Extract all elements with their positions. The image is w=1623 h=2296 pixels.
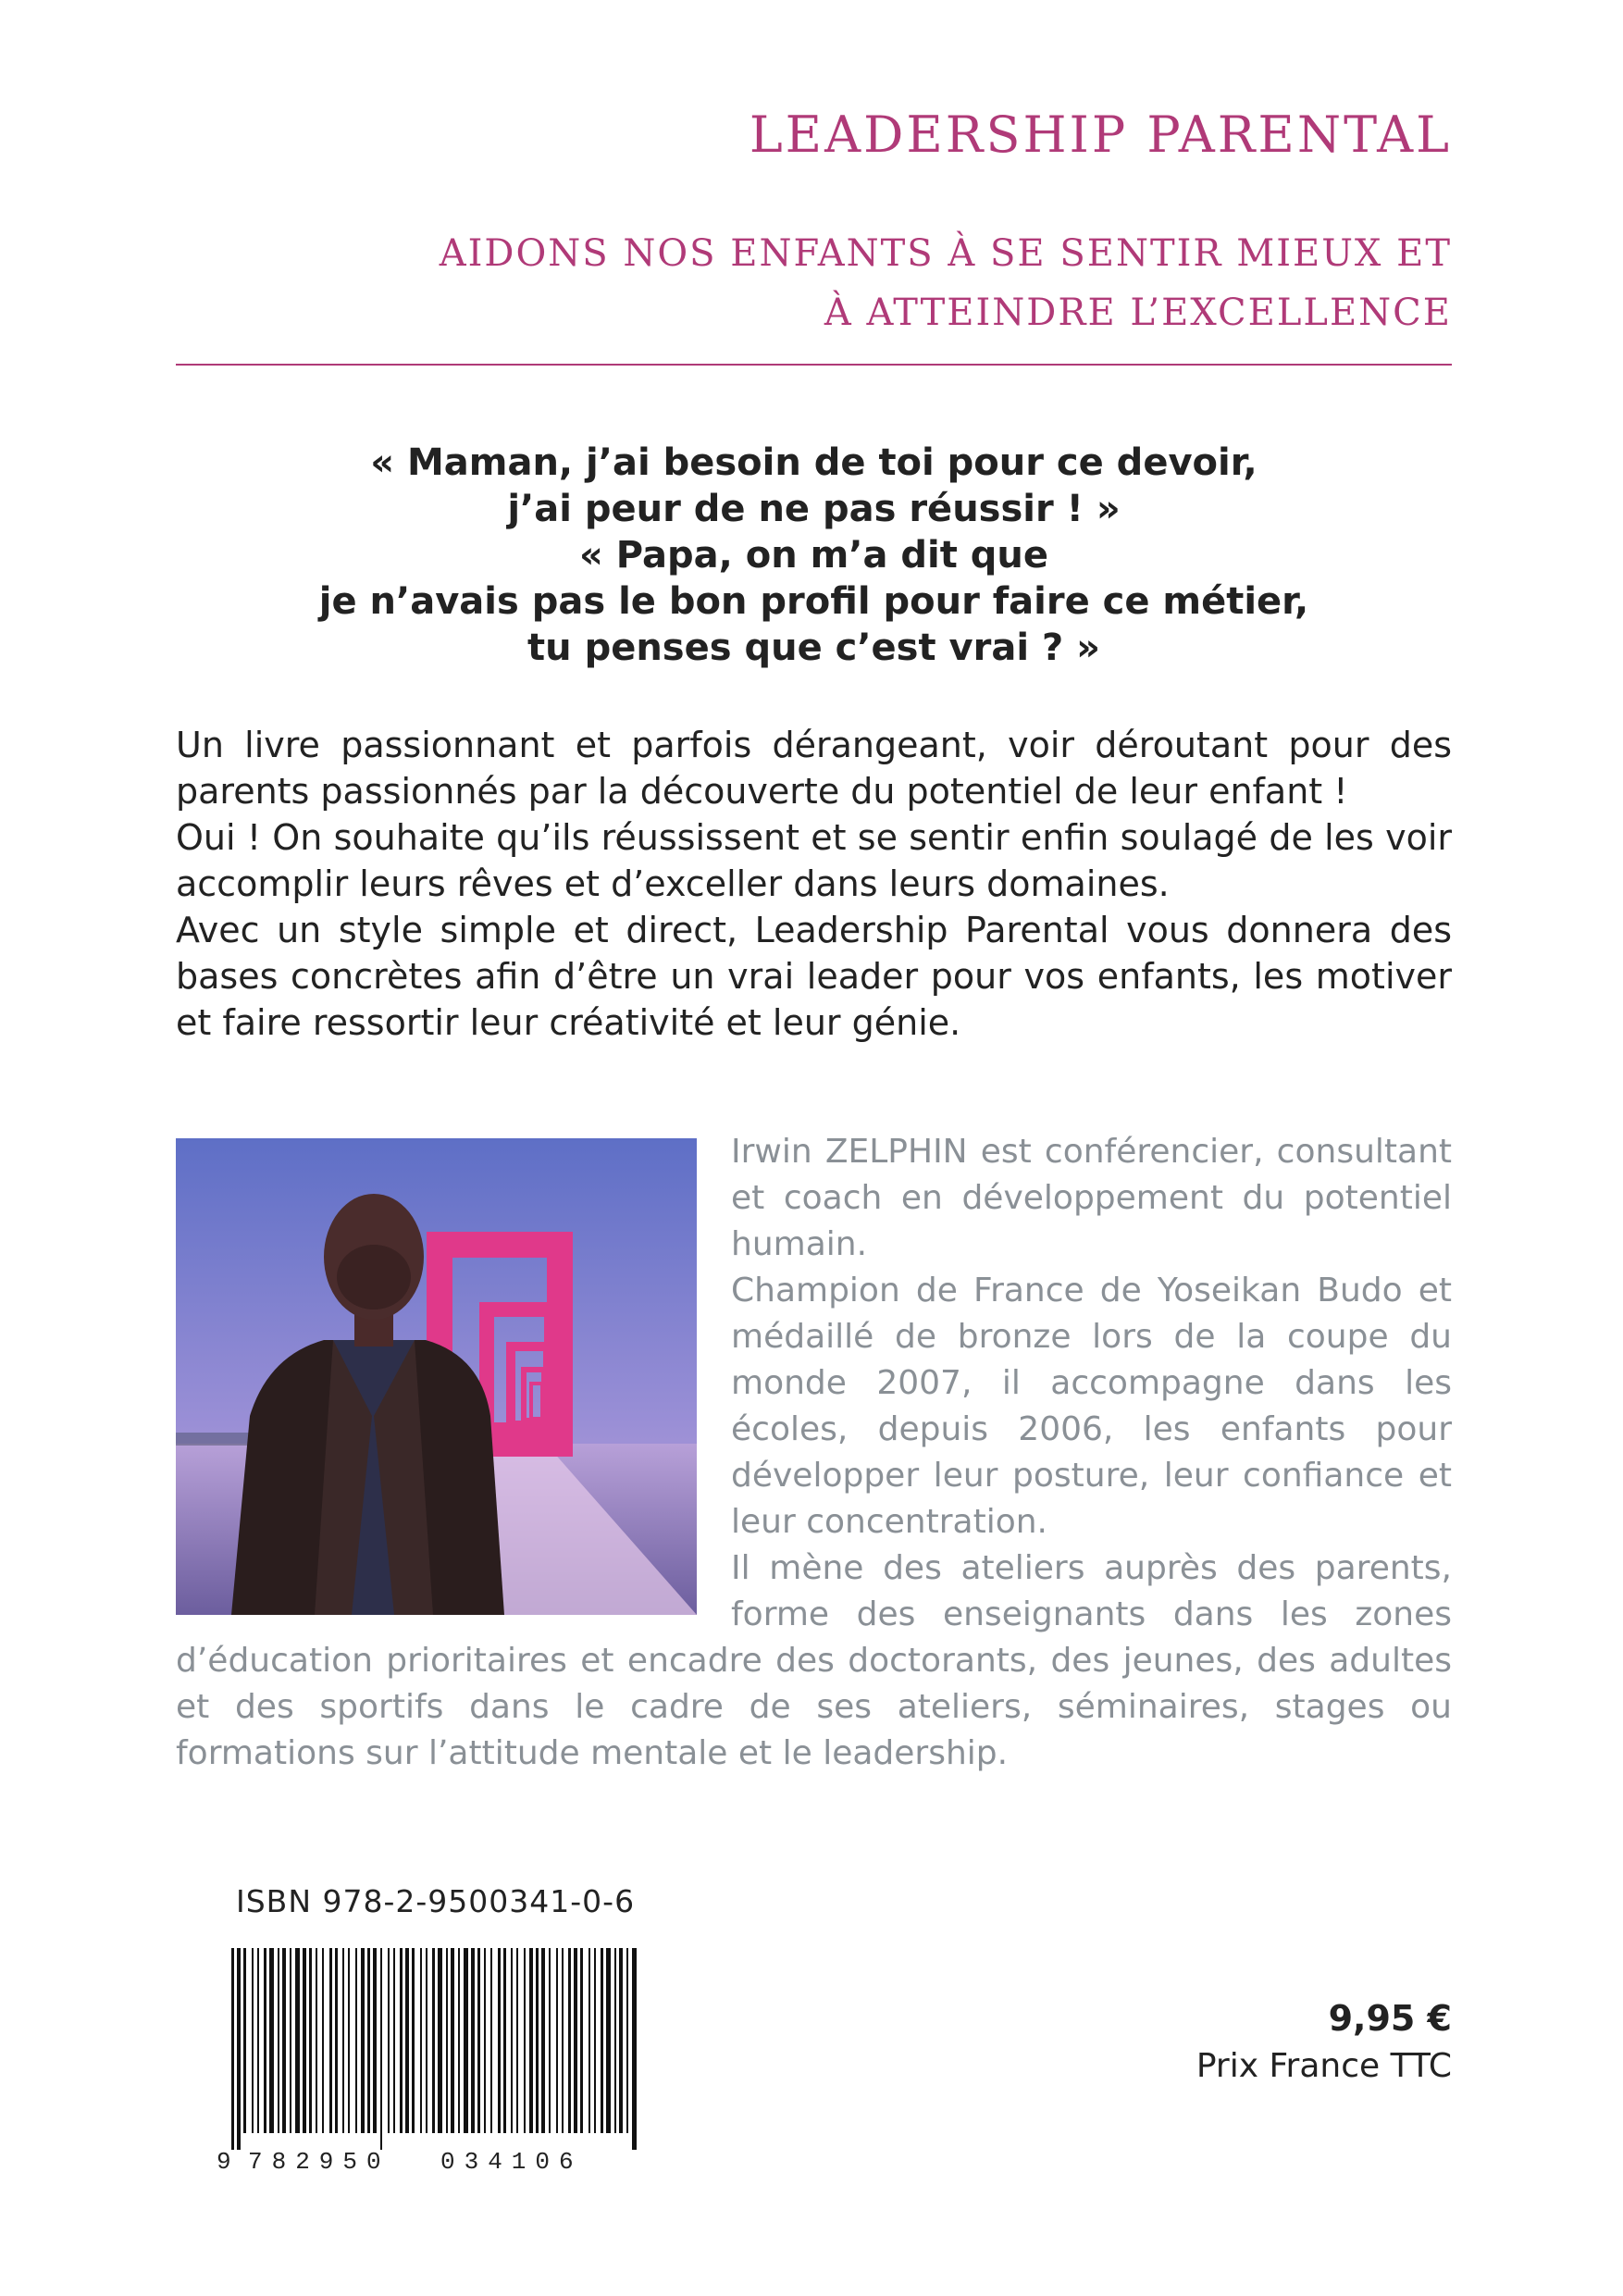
barcode-bar xyxy=(458,1948,460,2133)
barcode-bar xyxy=(355,1948,357,2133)
price-label: Prix France TTC xyxy=(1196,2047,1452,2085)
barcode-bar xyxy=(614,1948,616,2133)
description-paragraph: Avec un style simple et direct, Leadership Parental vous donnera des bases concrètes afin d’être un vrai leader pour vos enfants, les motiver et faire ressortir leur créativité et leur génie. xyxy=(176,910,1452,1043)
barcode-bar xyxy=(619,1948,623,2133)
book-title: LEADERSHIP PARENTAL xyxy=(749,105,1452,164)
book-subtitle xyxy=(341,224,1452,342)
title-divider xyxy=(176,364,1452,366)
barcode-bar xyxy=(342,1948,344,2133)
author-bio xyxy=(176,1129,1452,1777)
barcode-bar xyxy=(400,1948,403,2133)
barcode-bar xyxy=(490,1948,492,2133)
barcode-bar xyxy=(606,1948,611,2133)
barcode-bar xyxy=(237,1948,241,2150)
barcode-bar xyxy=(257,1948,259,2133)
barcode-bar xyxy=(541,1948,545,2133)
barcode-bar xyxy=(243,1948,246,2133)
barcode-bar xyxy=(290,1948,291,2133)
title-block xyxy=(341,102,1452,342)
barcode-bar xyxy=(438,1948,442,2133)
barcode-bar xyxy=(574,1948,577,2133)
barcode-bar xyxy=(503,1948,506,2133)
barcode-bar xyxy=(511,1948,513,2133)
barcode-bar xyxy=(329,1948,332,2133)
barcode-bar xyxy=(316,1948,317,2133)
barcode-bar xyxy=(373,1948,377,2133)
barcode-bar xyxy=(432,1948,435,2133)
barcode-bar xyxy=(549,1948,551,2133)
barcode xyxy=(211,1948,655,2179)
barcode-bar xyxy=(393,1948,395,2133)
barcode-bar xyxy=(580,1948,583,2133)
barcode-bar xyxy=(269,1948,274,2133)
bio-paragraph: Irwin ZELPHIN est conférencier, consultant et coach en développement du potentiel humain. xyxy=(731,1133,1452,1263)
barcode-bar xyxy=(601,1948,603,2133)
barcode-bar xyxy=(516,1948,518,2133)
barcode-bar xyxy=(556,1948,558,2133)
barcode-digits-left: 782950 xyxy=(248,2148,390,2176)
barcode-bar xyxy=(264,1948,266,2133)
barcode-bar xyxy=(380,1948,382,2150)
barcode-bar xyxy=(529,1948,533,2133)
barcode-bar xyxy=(477,1948,480,2133)
opening-quote xyxy=(176,440,1452,671)
barcode-bar xyxy=(568,1948,571,2133)
bio-paragraph: Il mène des ateliers auprès des parents, forme des enseignants dans les zones d’éducation prioritaires et encadre des doctorants, des jeunes, des adultes et des sportifs dans le cadre de ses ateliers, séminaires, stages ou formations sur l’attitude mentale et le leadership. xyxy=(176,1549,1452,1772)
barcode-bar xyxy=(588,1948,590,2133)
subtitle-line-2: À ATTEINDRE L’EXCELLENCE xyxy=(824,292,1452,334)
isbn-label: ISBN 978-2-9500341-0-6 xyxy=(236,1883,636,1919)
barcode-bar xyxy=(594,1948,596,2133)
barcode-bar xyxy=(632,1948,637,2150)
description-paragraph: Un livre passionnant et parfois dérangeant, voir déroutant pour des parents passionnés par la découverte du potentiel de leur enfant ! xyxy=(176,725,1452,812)
barcode-bar xyxy=(426,1948,427,2133)
barcode-bar xyxy=(536,1948,539,2133)
subtitle-line-1: AIDONS NOS ENFANTS À SE SENTIR MIEUX ET xyxy=(439,232,1452,275)
quote-line: tu penses que c’est vrai ? » xyxy=(527,627,1100,669)
barcode-bar xyxy=(322,1948,324,2133)
barcode-bar xyxy=(446,1948,448,2133)
barcode-bar xyxy=(524,1948,526,2133)
barcode-bar xyxy=(451,1948,454,2133)
barcode-bar xyxy=(562,1948,564,2133)
quote-line: « Maman, j’ai besoin de toi pour ce devoir, xyxy=(370,441,1258,484)
barcode-bar xyxy=(309,1948,312,2133)
barcode-bar xyxy=(295,1948,300,2133)
price-value: 9,95 € xyxy=(1328,1998,1452,2039)
barcode-bar xyxy=(412,1948,415,2133)
barcode-bar xyxy=(626,1948,628,2133)
quote-line: j’ai peur de ne pas réussir ! » xyxy=(507,488,1121,530)
description-paragraph: Oui ! On souhaite qu’ils réussissent et se sentir enfin soulagé de les voir accomplir leurs rêves et d’exceller dans leurs domaines. xyxy=(176,817,1452,904)
price-block xyxy=(1196,1994,1452,2091)
book-description xyxy=(176,722,1452,1046)
barcode-bar xyxy=(278,1948,279,2133)
barcode-bar xyxy=(405,1948,409,2133)
barcode-bar xyxy=(484,1948,486,2133)
quote-line: « Papa, on m’a dit que xyxy=(578,534,1049,577)
barcode-digit-first: 9 xyxy=(217,2148,231,2176)
barcode-bar xyxy=(252,1948,254,2133)
barcode-bar xyxy=(335,1948,338,2133)
barcode-bar xyxy=(420,1948,422,2133)
barcode-bar xyxy=(367,1948,370,2133)
barcode-digits-right: 034106 xyxy=(440,2148,583,2176)
barcode-bar xyxy=(471,1948,475,2133)
barcode-bar xyxy=(282,1948,286,2133)
barcode-bar xyxy=(303,1948,306,2133)
barcode-bar xyxy=(361,1948,365,2133)
barcode-bar xyxy=(348,1948,350,2133)
quote-line: je n’avais pas le bon profil pour faire ce métier, xyxy=(318,580,1309,623)
bio-paragraph: Champion de France de Yoseikan Budo et médaillé de bronze lors de la coupe du monde 2007, il accompagne dans les écoles, depuis 2006, les enfants pour développer leur posture, leur confiance et leur concentration. xyxy=(731,1272,1452,1541)
barcode-bar xyxy=(388,1948,390,2133)
barcode-bar xyxy=(464,1948,468,2133)
barcode-bar xyxy=(498,1948,501,2133)
barcode-bar xyxy=(231,1948,234,2150)
